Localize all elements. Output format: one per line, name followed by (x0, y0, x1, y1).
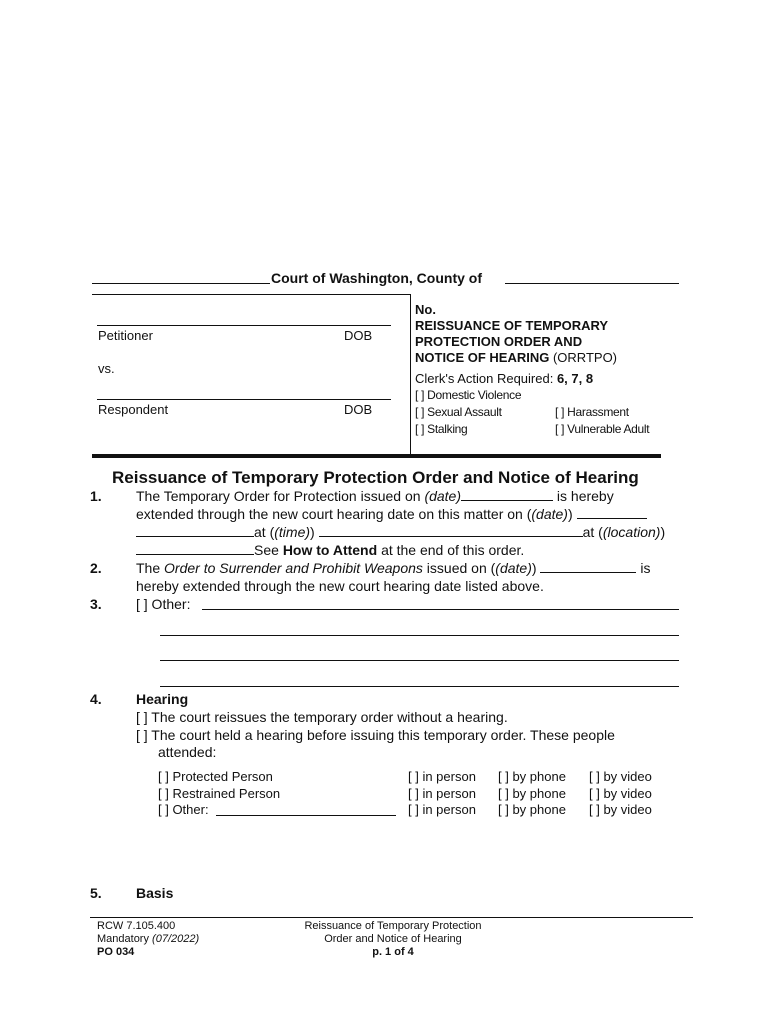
footer-form-number: PO 034 (97, 946, 135, 958)
item-3-line-3[interactable] (160, 660, 679, 661)
case-number-label: No. (415, 302, 436, 317)
footer-mandatory-date: (07/2022) (152, 933, 200, 945)
main-title: Reissuance of Temporary Protection Order and Notice of Hearing (112, 468, 639, 487)
item-3-line-2[interactable] (160, 635, 679, 636)
pp-by-phone[interactable]: [ ] by phone (498, 769, 566, 784)
item-2-line1: The Order to Surrender and Prohibit Weapons issued on ((date)) is (136, 560, 651, 576)
court-heading: Court of Washington, County of (271, 270, 482, 286)
clerk-action-value: 6, 7, 8 (556, 371, 594, 386)
item-3-line-4[interactable] (160, 686, 679, 687)
vs-label: vs. (98, 361, 115, 376)
doc-title-line1: REISSUANCE OF TEMPORARY (415, 318, 609, 333)
item-1-time-label: (time) (274, 524, 311, 540)
item-1-line4 (136, 542, 524, 558)
item-1-location-field[interactable] (136, 542, 254, 555)
item-1-number: 1. (90, 488, 102, 504)
item-1-location-label: (location) (602, 524, 661, 540)
pp-by-video[interactable]: [ ] by video (589, 769, 652, 784)
item-4-heading: Hearing (136, 691, 189, 707)
item-1-line2: extended through the new court hearing date on this matter on ((date)) (136, 506, 647, 522)
checkbox-sexual-assault[interactable]: [ ] Sexual Assault (415, 405, 502, 419)
item-1-at2: at (582, 524, 595, 540)
item-1-time-field[interactable] (319, 524, 583, 537)
item-4-option-a[interactable]: [ ] The court reissues the temporary order without a hearing. (136, 709, 508, 725)
footer-center-line2: Order and Notice of Hearing (324, 933, 462, 945)
footer-page-number: p. 1 of 4 (372, 946, 414, 958)
item-1-text-b: is hereby (556, 488, 614, 504)
petitioner-blank (97, 325, 391, 326)
petitioner-dob-label: DOB (344, 328, 373, 343)
item-4-option-b-cont: attended: (158, 744, 217, 760)
court-blank-left (92, 283, 270, 284)
clerk-action-label: Clerk's Action Required: (415, 371, 554, 386)
item-2-date-field[interactable] (540, 560, 636, 573)
item-1-how-to-attend: How to Attend (282, 542, 378, 558)
item-5-heading: Basis (136, 885, 174, 901)
item-1-see: See (254, 542, 279, 558)
item-3-other-field[interactable] (202, 609, 679, 610)
item-3-other[interactable]: [ ] Other: (136, 596, 191, 612)
doc-title-line3-text: NOTICE OF HEARING (415, 350, 550, 365)
item-3-number: 3. (90, 596, 102, 612)
county-blank (505, 283, 679, 284)
respondent-blank (97, 399, 391, 400)
pp-in-person[interactable]: [ ] in person (408, 769, 476, 784)
respondent-dob-label: DOB (344, 402, 373, 417)
item-1-text-a: The Temporary Order for Protection issued on (136, 488, 421, 504)
checkbox-vulnerable-adult[interactable]: [ ] Vulnerable Adult (555, 422, 650, 436)
petitioner-label: Petitioner (98, 328, 153, 343)
item-1-date-field[interactable] (461, 488, 553, 501)
attend-protected-person[interactable]: [ ] Protected Person (158, 769, 273, 784)
item-1-date2-field[interactable] (577, 506, 647, 519)
respondent-label: Respondent (98, 402, 169, 417)
footer-mandatory (97, 933, 199, 945)
item-2-line2: hereby extended through the new court hearing date listed above. (136, 578, 544, 594)
item-4-option-b[interactable]: [ ] The court held a hearing before issuing this temporary order. These people (136, 727, 615, 743)
item-2-is: is (640, 560, 651, 576)
clerk-action (415, 371, 593, 386)
caption-divider (410, 294, 411, 454)
doc-title-code: (ORRTPO) (552, 350, 618, 365)
checkbox-harassment[interactable]: [ ] Harassment (555, 405, 629, 419)
attend-restrained-person[interactable]: [ ] Restrained Person (158, 786, 281, 801)
caption-bottom-rule (92, 454, 661, 458)
footer-mandatory-label: Mandatory (97, 933, 149, 945)
item-2-text-a: The (136, 560, 161, 576)
item-5-number: 5. (90, 885, 102, 901)
rp-in-person[interactable]: [ ] in person (408, 786, 476, 801)
footer-rule (90, 917, 693, 918)
footer-center-line1: Reissuance of Temporary Protection (304, 920, 482, 932)
item-1-line1 (136, 488, 614, 504)
item-1-at: at (254, 524, 266, 540)
item-1-end: at the end of this order. (381, 542, 525, 558)
item-1-date2-field-cont[interactable] (136, 524, 254, 537)
item-1-line3: at ((time)) at ((location)) (136, 524, 665, 540)
attend-other[interactable]: [ ] Other: (158, 802, 209, 817)
caption-top-rule (92, 294, 410, 295)
item-1-date2-label: (date) (531, 506, 568, 522)
other-by-phone[interactable]: [ ] by phone (498, 802, 566, 817)
footer-rcw: RCW 7.105.400 (97, 920, 176, 932)
other-by-video[interactable]: [ ] by video (589, 802, 652, 817)
doc-title-line3 (415, 350, 617, 365)
item-2-text-b: issued on (426, 560, 487, 576)
item-1-text-c: extended through the new court hearing date on this matter on (136, 506, 523, 522)
item-2-order-name: Order to Surrender and Prohibit Weapons (164, 560, 423, 576)
item-4-number: 4. (90, 691, 102, 707)
attend-other-field[interactable] (216, 815, 396, 816)
doc-title-line2: PROTECTION ORDER AND (415, 334, 583, 349)
checkbox-domestic-violence[interactable]: [ ] Domestic Violence (415, 388, 522, 402)
item-2-number: 2. (90, 560, 102, 576)
item-2-date-label: (date) (495, 560, 532, 576)
rp-by-phone[interactable]: [ ] by phone (498, 786, 566, 801)
other-in-person[interactable]: [ ] in person (408, 802, 476, 817)
item-1-date-label: (date) (424, 488, 462, 504)
checkbox-stalking[interactable]: [ ] Stalking (415, 422, 468, 436)
rp-by-video[interactable]: [ ] by video (589, 786, 652, 801)
